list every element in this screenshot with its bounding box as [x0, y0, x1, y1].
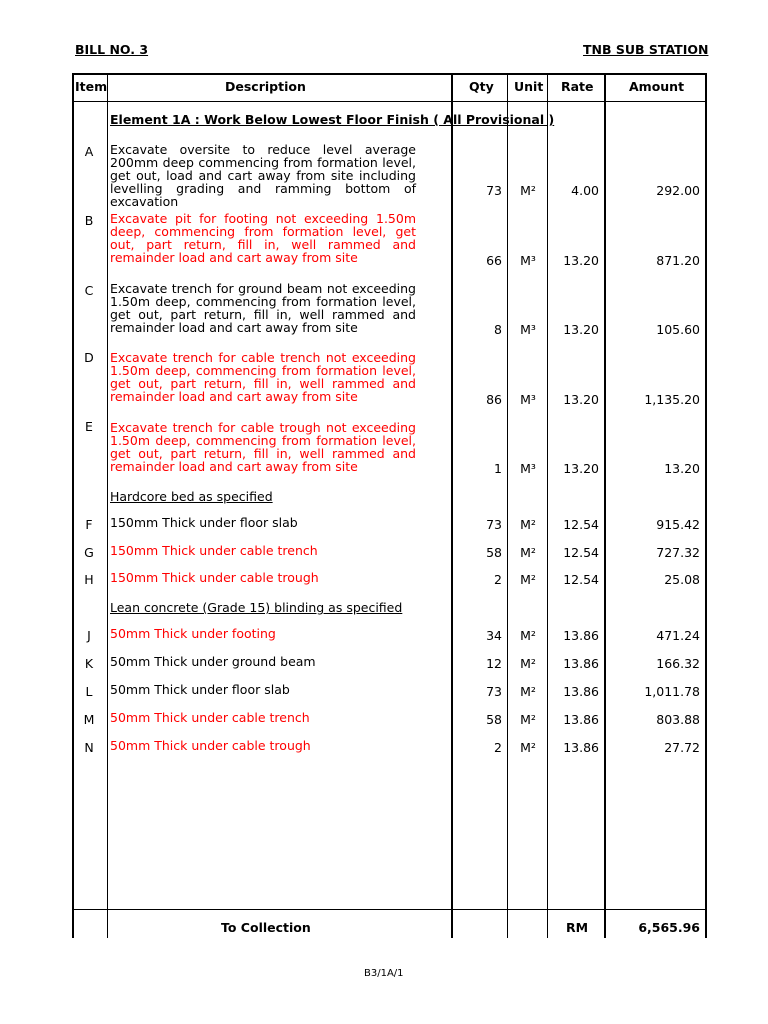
item-description: 150mm Thick under cable trench: [110, 543, 318, 558]
table-divider-desc: [451, 73, 453, 938]
item-code: C: [84, 283, 94, 298]
item-unit: M²: [520, 712, 536, 727]
item-unit: M²: [520, 684, 536, 699]
table-border-right: [705, 73, 707, 938]
item-amount: 871.20: [656, 253, 700, 268]
col-header-item: Item: [75, 79, 108, 94]
table-divider-qty: [507, 73, 508, 938]
item-qty: 58: [486, 545, 502, 560]
item-rate: 13.86: [563, 712, 599, 727]
item-code: H: [84, 572, 94, 587]
item-description: Excavate trench for cable trench not exceeding 1.50m deep, commencing from formation level, get out, part return, fill in, well rammed and remainder load and cart away from site: [110, 350, 416, 404]
item-description: 50mm Thick under footing: [110, 626, 276, 641]
col-header-amount: Amount: [629, 79, 685, 94]
item-description: Excavate oversite to reduce level average 200mm deep commencing from formation level, get out, load and cart away from site including levelling grading and ramming bottom of excavation: [110, 142, 416, 209]
item-code: M: [83, 712, 95, 727]
item-unit: M²: [520, 572, 536, 587]
item-unit: M³: [520, 322, 536, 337]
footer-top-rule: [72, 909, 706, 910]
subheading-hardcore: Hardcore bed as specified: [110, 489, 273, 504]
item-description: 50mm Thick under cable trench: [110, 710, 310, 725]
item-amount: 292.00: [656, 183, 700, 198]
subheading-lean-concrete: Lean concrete (Grade 15) blinding as specified: [110, 600, 403, 615]
item-amount: 1,135.20: [644, 392, 700, 407]
col-header-rate: Rate: [561, 79, 594, 94]
item-amount: 1,011.78: [644, 684, 700, 699]
item-description: 50mm Thick under floor slab: [110, 682, 290, 697]
item-amount: 915.42: [656, 517, 700, 532]
item-qty: 73: [486, 183, 502, 198]
item-code: E: [85, 419, 93, 434]
item-qty: 2: [494, 740, 502, 755]
item-rate: 13.20: [563, 392, 599, 407]
header-bottom-rule: [72, 101, 706, 102]
item-description: Excavate trench for cable trough not exceeding 1.50m deep, commencing from formation level, get out, part return, fill in, well rammed and remainder load and cart away from site: [110, 420, 416, 474]
item-description: 50mm Thick under ground beam: [110, 654, 316, 669]
item-unit: M²: [520, 545, 536, 560]
item-rate: 13.86: [563, 740, 599, 755]
item-amount: 13.20: [664, 461, 700, 476]
station-title: TNB SUB STATION: [583, 42, 709, 57]
col-header-qty: Qty: [469, 79, 494, 94]
item-description: 50mm Thick under cable trough: [110, 738, 311, 753]
col-header-description: Description: [225, 79, 306, 94]
table-divider-item: [107, 73, 108, 938]
item-rate: 13.20: [563, 253, 599, 268]
item-qty: 2: [494, 572, 502, 587]
item-rate: 13.86: [563, 656, 599, 671]
item-description: Excavate pit for footing not exceeding 1.50m deep, commencing from formation level, get out, part return, fill in, well rammed and remainder load and cart away from site: [110, 211, 416, 265]
item-amount: 105.60: [656, 322, 700, 337]
item-rate: 13.86: [563, 684, 599, 699]
item-code: K: [84, 656, 94, 671]
item-rate: 13.20: [563, 461, 599, 476]
bill-number: BILL NO. 3: [75, 42, 149, 57]
item-rate: 12.54: [563, 517, 599, 532]
item-qty: 1: [494, 461, 502, 476]
item-code: B: [84, 213, 94, 228]
item-description: 150mm Thick under floor slab: [110, 515, 298, 530]
table-border-left: [72, 73, 74, 938]
table-top-rule: [72, 73, 706, 75]
item-qty: 86: [486, 392, 502, 407]
item-amount: 166.32: [656, 656, 700, 671]
item-rate: 12.54: [563, 572, 599, 587]
item-unit: M³: [520, 253, 536, 268]
to-collection-label: To Collection: [221, 920, 311, 935]
item-amount: 27.72: [664, 740, 700, 755]
item-amount: 471.24: [656, 628, 700, 643]
item-qty: 8: [494, 322, 502, 337]
item-code: A: [84, 144, 94, 159]
item-rate: 13.20: [563, 322, 599, 337]
table-divider-rate: [604, 73, 606, 938]
item-rate: 13.86: [563, 628, 599, 643]
item-amount: 25.08: [664, 572, 700, 587]
item-qty: 73: [486, 517, 502, 532]
item-qty: 34: [486, 628, 502, 643]
item-unit: M²: [520, 517, 536, 532]
item-amount: 727.32: [656, 545, 700, 560]
item-code: J: [87, 628, 91, 643]
item-unit: M²: [520, 183, 536, 198]
item-amount: 803.88: [656, 712, 700, 727]
item-qty: 12: [486, 656, 502, 671]
item-unit: M²: [520, 656, 536, 671]
item-rate: 12.54: [563, 545, 599, 560]
item-code: F: [85, 517, 93, 532]
collection-total: 6,565.96: [638, 920, 700, 935]
item-unit: M³: [520, 392, 536, 407]
item-qty: 73: [486, 684, 502, 699]
item-qty: 66: [486, 253, 502, 268]
element-title: Element 1A : Work Below Lowest Floor Finish ( All Provisional ): [110, 112, 555, 127]
item-code: G: [84, 545, 94, 560]
item-code: D: [84, 350, 94, 365]
item-rate: 4.00: [571, 183, 599, 198]
page-reference: B3/1A/1: [364, 968, 404, 979]
item-qty: 58: [486, 712, 502, 727]
item-code: L: [85, 684, 93, 699]
item-code: N: [84, 740, 94, 755]
table-divider-unit: [547, 73, 548, 938]
item-unit: M²: [520, 740, 536, 755]
col-header-unit: Unit: [514, 79, 544, 94]
currency-label: RM: [566, 920, 589, 935]
item-unit: M³: [520, 461, 536, 476]
item-description: Excavate trench for ground beam not exceeding 1.50m deep, commencing from formation level, get out, part return, fill in, well rammed and remainder load and cart away from site: [110, 281, 416, 335]
item-unit: M²: [520, 628, 536, 643]
item-description: 150mm Thick under cable trough: [110, 570, 319, 585]
